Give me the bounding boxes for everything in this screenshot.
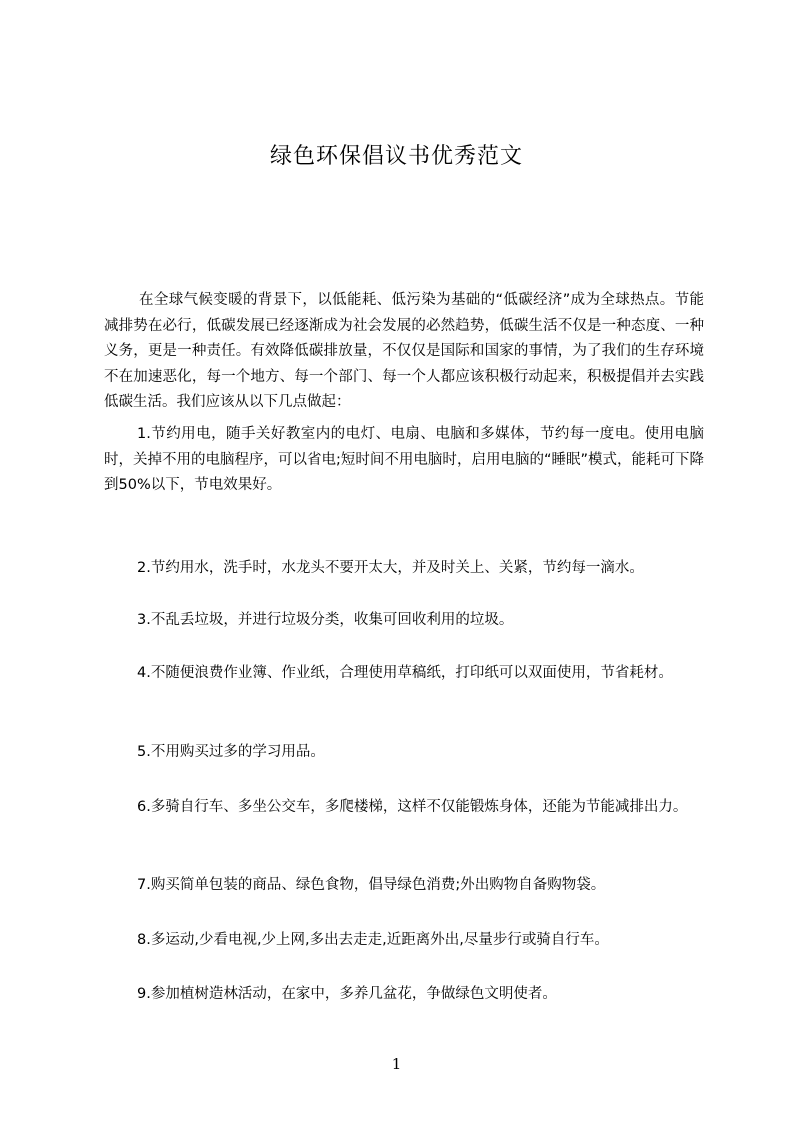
- list-item-5: 5.不用购买过多的学习用品。: [137, 744, 325, 760]
- list-item-7: 7.购买简单包装的商品、绿色食物，倡导绿色消费;外出购物自备购物袋。: [137, 877, 606, 893]
- list-item-8: 8.多运动,少看电视,少上网,多出去走走,近距离外出,尽量步行或骑自行车。: [137, 932, 609, 948]
- list-item-2: 2.节约用水，洗手时，水龙头不要开太大，并及时关上、关紧，节约每一滴水。: [137, 560, 644, 576]
- intro-paragraph: 在全球气候变暖的背景下，以低能耗、低污染为基础的“低碳经济”成为全球热点。节能减排势在必行，低碳发展已经逐渐成为社会发展的必然趋势，低碳生活不仅是一种态度、一种义务，更是一种责任。有效降低碳排放量，不仅仅是国际和国家的事情，为了我们的生存环境不在加速恶化，每一个地方、每一个部门、每一个人都应该积极行动起来，积极提倡并去实践低碳生活。我们应该从以下几点做起：: [104, 292, 704, 411]
- list-item-1: 1.节约用电，随手关好教室内的电灯、电扇、电脑和多媒体，节约每一度电。使用电脑时，关掉不用的电脑程序，可以省电;短时间不用电脑时，启用电脑的“睡眠”模式，能耗可下降到50%以下，节电效果好。: [104, 426, 704, 494]
- list-item-6: 6.多骑自行车、多坐公交车，多爬楼梯，这样不仅能锻炼身体，还能为节能减排出力。: [137, 799, 688, 815]
- list-item-3: 3.不乱丢垃圾，并进行垃圾分类，收集可回收利用的垃圾。: [137, 612, 514, 628]
- list-item-4: 4.不随便浪费作业簿、作业纸，合理使用草稿纸，打印纸可以双面使用，节省耗材。: [137, 665, 673, 681]
- list-item-9: 9.参加植树造林活动，在家中，多养几盆花，争做绿色文明使者。: [137, 986, 557, 1002]
- page-number: 1: [391, 1055, 402, 1073]
- document-title: 绿色环保倡议书优秀范文: [269, 144, 523, 169]
